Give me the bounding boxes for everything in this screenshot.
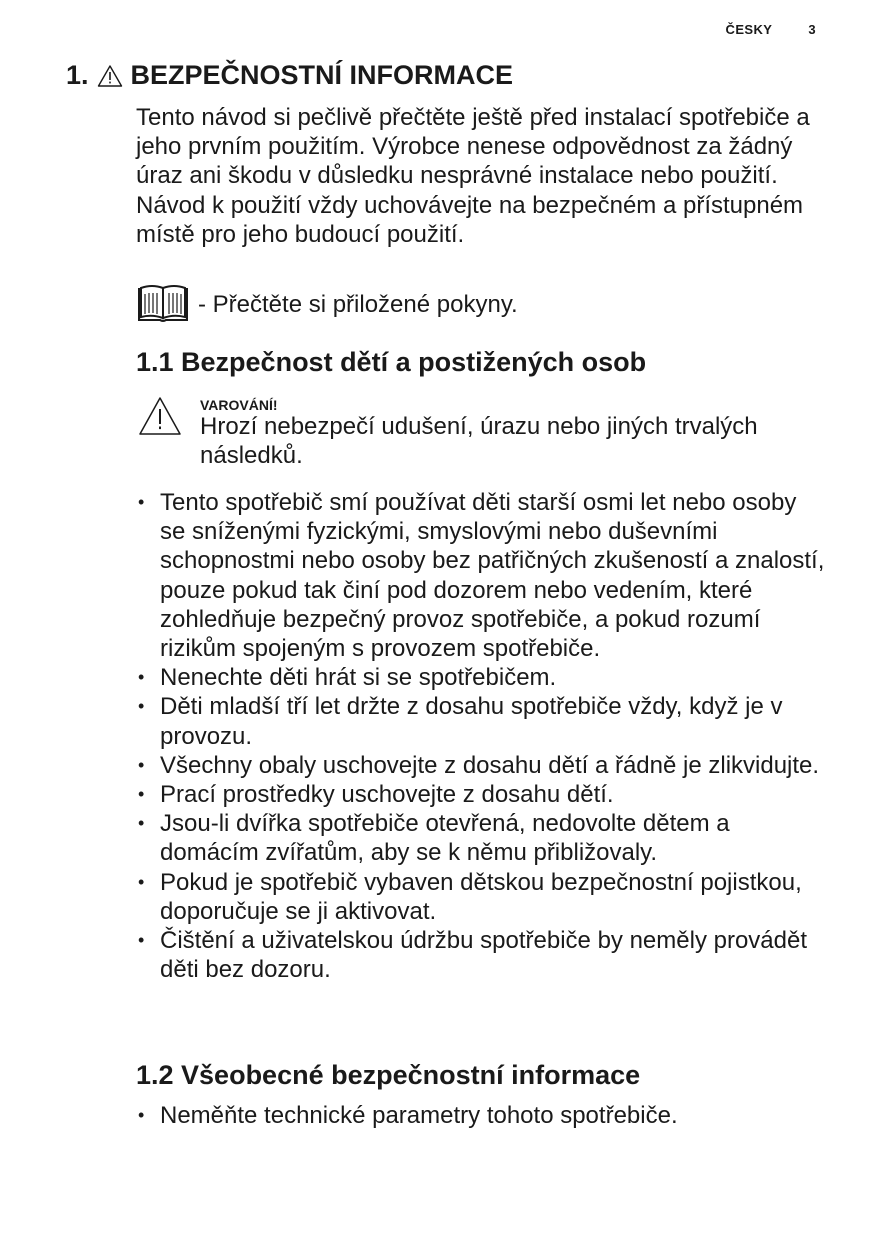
section-1-number: 1. <box>66 60 89 90</box>
bullet-icon: • <box>138 696 145 717</box>
read-instructions-note <box>136 284 518 326</box>
child-safety-list <box>136 488 826 984</box>
section-1-2-heading: 1.2 Všeobecné bezpečnostní informace <box>136 1060 641 1090</box>
section-1-title: BEZPEČNOSTNÍ INFORMACE <box>130 60 514 90</box>
list-item: • Nenechte děti hrát si se spotřebičem. <box>138 664 557 692</box>
bullet-icon: • <box>138 784 145 805</box>
list-item: • Čištění a uživatelskou údržbu spotřebiče by neměly provádět děti bez dozoru. <box>138 927 808 984</box>
list-item: • Prací prostředky uschovejte z dosahu dětí. <box>138 781 614 809</box>
bullet-icon: • <box>138 813 145 834</box>
list-item: • Všechny obaly uschovejte z dosahu dětí a řádně je zlikvidujte. <box>138 751 820 779</box>
list-item: • Neměňte technické parametry tohoto spotřebiče. <box>138 1102 678 1129</box>
section-1-heading <box>66 60 513 91</box>
section-1-1-heading: 1.1 Bezpečnost dětí a postižených osob <box>136 347 647 377</box>
warning-label: VAROVÁNÍ! <box>200 397 278 413</box>
book-icon <box>136 284 190 326</box>
bullet-icon: • <box>138 754 145 775</box>
bullet-icon: • <box>138 492 145 512</box>
list-item: • Děti mladší tří let držte z dosahu spotřebiče vždy, když je v provozu. <box>138 693 783 750</box>
intro-paragraph: Tento návod si pečlivě přečtěte ještě před instalací spotřebiče a jeho prvním použitím. Výrobce nenese odpovědnost za žádný úraz ani škodu v důsledku nesprávné instalace nebo použití. Návod k použití vždy uchovávejte na bezpečném a přístupném místě pro jeho budoucí použití. <box>136 104 810 248</box>
warning-triangle-icon <box>97 64 123 88</box>
list-item: • Jsou-li dvířka spotřebiče otevřená, nedovolte dětem a domácím zvířatům, aby se k němu přibližovaly. <box>138 810 730 867</box>
bullet-icon: • <box>138 667 145 688</box>
page-number: 3 <box>808 22 816 37</box>
page-header <box>726 22 816 37</box>
bullet-icon: • <box>138 1105 145 1125</box>
general-safety-list <box>136 1101 826 1130</box>
warning-triangle-icon <box>138 396 182 436</box>
list-item: • Tento spotřebič smí používat děti starší osmi let nebo osoby se sníženými fyzickými, smyslovými nebo duševními schopnostmi nebo osoby bez patřičných zkušeností a znalostí, pouze pokud tak činí pod dozorem nebo vedením, které zohledňuje bezpečný provoz spotřebiče, a pokud rozumí rizikům spojeným s provozem spotřebiče. <box>138 489 825 663</box>
header-language: ČESKY <box>725 22 773 37</box>
bullet-icon: • <box>138 930 145 951</box>
bullet-icon: • <box>138 871 145 892</box>
warning-text: Hrozí nebezpečí udušení, úrazu nebo jiných trvalých následků. <box>200 413 758 470</box>
list-item: • Pokud je spotřebič vybaven dětskou bezpečnostní pojistkou, doporučuje se ji aktivovat. <box>138 868 802 925</box>
read-instructions-text: - Přečtěte si přiložené pokyny. <box>198 291 518 318</box>
